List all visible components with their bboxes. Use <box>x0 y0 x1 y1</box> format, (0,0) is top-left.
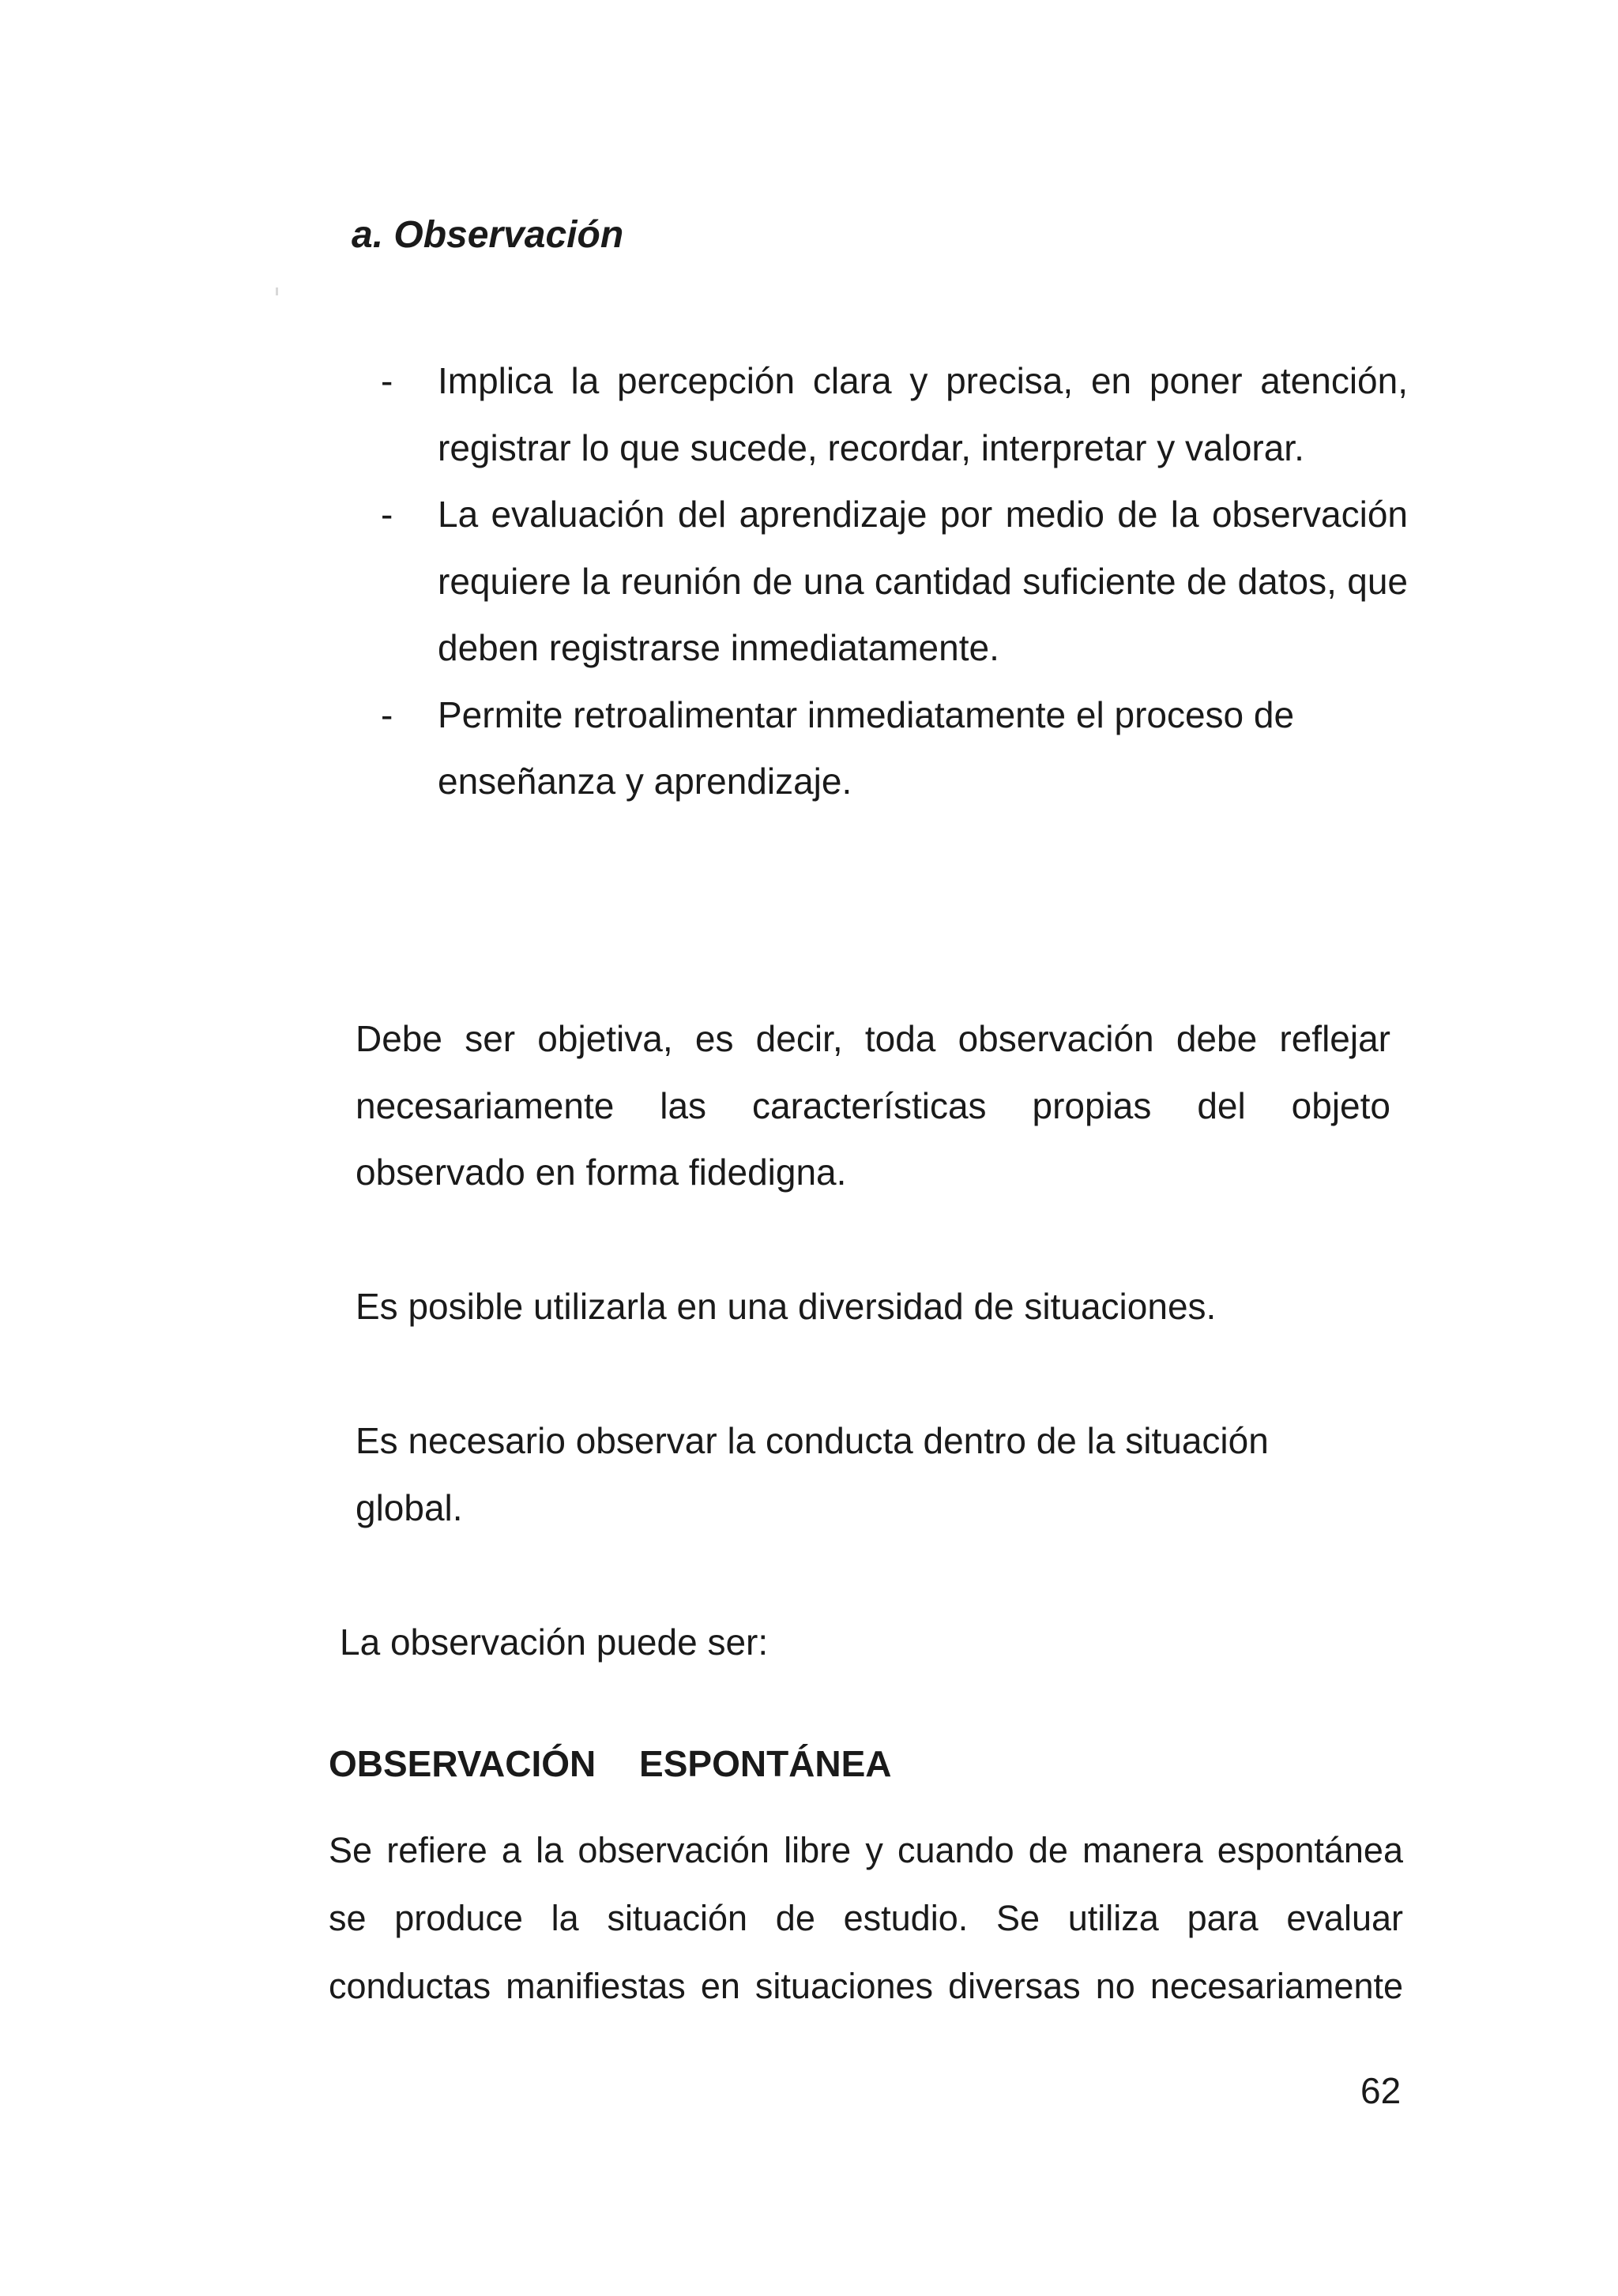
bullet-dash: - <box>381 693 393 735</box>
bullet-text: Permite retroalimentar inmediatamente el proceso de enseñanza y aprendizaje. <box>438 693 1295 802</box>
section-body-text: Se refiere a la observación libre y cuando de manera espontánea se produce la situación de estudio. Se utiliza para evaluar conductas manifiestas en situaciones diversas no necesariamente <box>329 1830 1403 2006</box>
paragraph-conducta: Es necesario observar la conducta dentro de la situación global. <box>356 1420 1269 1528</box>
page-number: 62 <box>1360 2070 1402 2111</box>
bullet-list <box>381 348 1408 815</box>
bullet-item <box>381 682 1359 815</box>
bullet-text: La evaluación del aprendizaje por medio de la observación requiere la reunión de una cantidad suficiente de datos, que deben registrarse inmediatamente. <box>438 494 1408 668</box>
paragraph-puede-ser: La observación puede ser: <box>340 1621 769 1663</box>
bullet-item <box>381 481 1408 682</box>
paragraph-objetiva: Debe ser objetiva, es decir, toda observación debe reflejar necesariamente las características propias del objeto observado en forma fidedigna. <box>356 1018 1390 1193</box>
bullet-text: Implica la percepción clara y precisa, en poner atención, registrar lo que sucede, recordar, interpretar y valorar. <box>438 360 1408 468</box>
paragraph-diversidad: Es posible utilizarla en una diversidad de situaciones. <box>356 1286 1217 1327</box>
bullet-dash: - <box>381 360 393 401</box>
section-heading-observacion: a. Observación <box>352 214 624 256</box>
bullet-dash: - <box>381 494 393 535</box>
bullet-item <box>381 348 1408 481</box>
scan-mark <box>276 287 278 295</box>
section-title-espontanea: OBSERVACIÓN ESPONTÁNEA <box>329 1743 892 1784</box>
